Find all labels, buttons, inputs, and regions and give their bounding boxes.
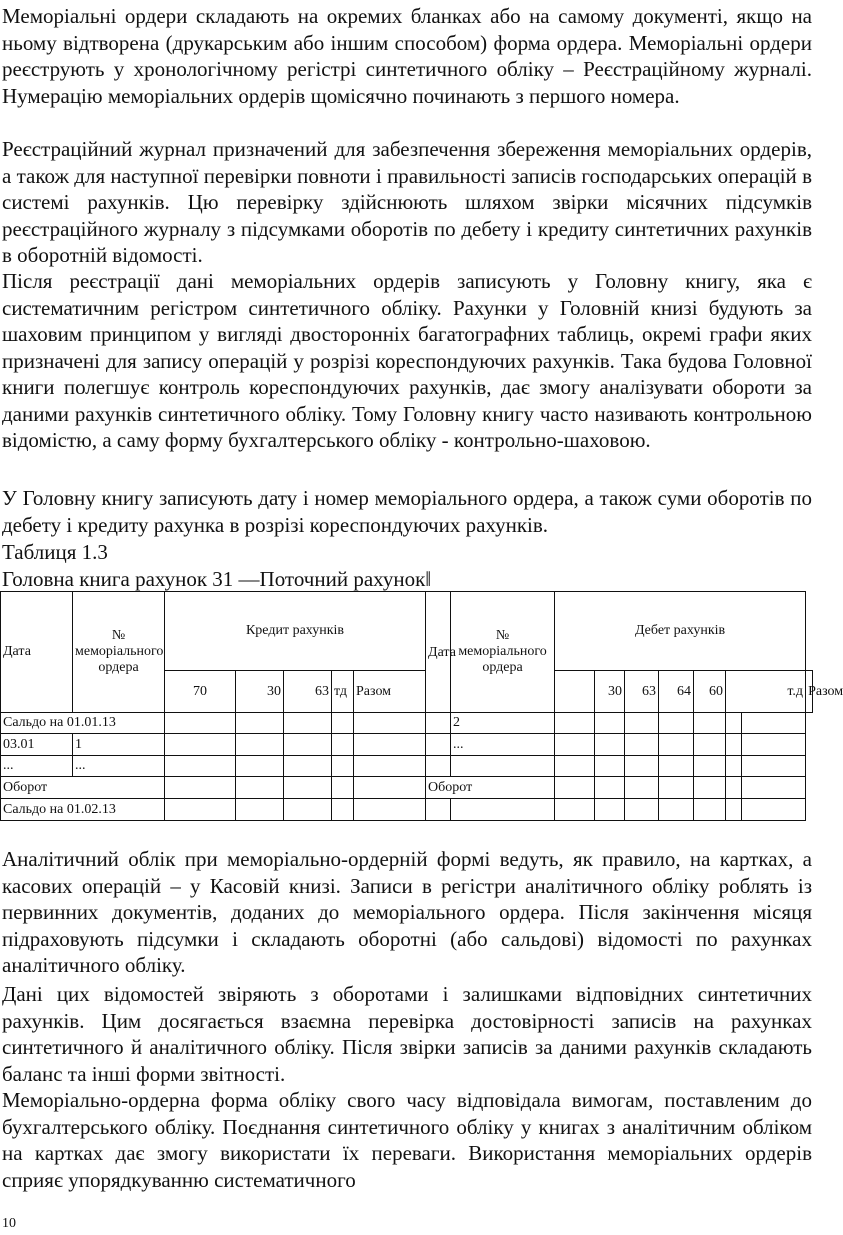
row-date: Сальдо на 01.02.13: [1, 799, 165, 821]
paragraph-verification: Дані цих відомостей звіряють з оборотами і залишками відповідних синтетичних рахунків. Цим досягається взаємна перевірка достовірності записів на рахунках синтетичного й аналітичного обліку. Після звірки записів за даними рахунків складають баланс та інші форми звітності.: [2, 982, 812, 1086]
header-date: Дата: [1, 592, 73, 713]
table-header-row: [1, 592, 813, 671]
header-credit-accounts: Кредит рахунків: [165, 592, 426, 671]
page-number: 10: [2, 1216, 16, 1231]
debit-account-60: 60: [694, 671, 726, 713]
paragraph-registration-journal: Реєстраційний журнал призначений для забезпечення збереження меморіальних ордерів, а також для наступної перевірки повноти і правильності записів господарських операцій в системі рахунків. Цю перевірку здійснюють шляхом звірки місячних підсумків реєстраційного журналу з підсумками оборотів по дебету і кредиту синтетичних рахунків в оборотній відомості.: [2, 137, 812, 267]
row-date: Сальдо на 01.01.13: [1, 713, 165, 734]
credit-account-30: 30: [236, 671, 284, 713]
table-title: Головна книга рахунок 31 ―Поточний рахунок‖: [2, 567, 432, 591]
debit-empty-cell: [555, 671, 595, 713]
paragraph-analytical-accounting: Аналітичний облік при меморіально-ордерній формі ведуть, як правило, на картках, а касових операцій – у Касовій книзі. Записи в регістри аналітичного обліку роблять із первинних документів, доданих до меморіального ордера. Після закінчення місяця підраховують підсумки і складають оборотні (або сальдові) відомості по рахунках аналітичного обліку.: [2, 847, 812, 977]
table-row: [1, 777, 813, 799]
row-turnover-2: Оборот: [426, 777, 555, 799]
paragraph-memorial-orders: Меморіальні ордери складають на окремих бланках або на самому документі, якщо на ньому відтворена (друкарським або іншим способом) форма ордера. Меморіальні ордери реєструють у хронологічному регістрі синтетичного обліку – Реєстраційному журналі. Нумерацію меморіальних ордерів щомісячно починають з першого номера.: [2, 4, 812, 108]
credit-account-70: 70: [165, 671, 236, 713]
table-label: Таблиця 1.3: [2, 540, 108, 564]
paragraph-general-ledger: Після реєстрації дані меморіальних ордерів записують у Головну книгу, яка є систематичним регістром синтетичного обліку. Рахунки у Головній книзі будують за шаховим принципом у вигляді двосторонніх багатографних таблиць, окремі графи яких призначені для запису операцій у розрізі кореспондуючих рахунків. Така будова Головної книги полегшує контроль кореспондуючих рахунків, дає змогу аналізувати обороти за даними рахунків синтетичного обліку. Тому Головну книгу часто називають контрольною відомістю, а саму форму бухгалтерського обліку - контрольно-шаховою.: [2, 269, 812, 452]
header-order-number: № меморіального ордера: [73, 592, 165, 713]
header-date-2: Дата: [426, 592, 451, 713]
debit-total: Разом: [806, 671, 813, 713]
credit-account-etc: тд: [332, 671, 354, 713]
header-order-number-2: № меморіального ордера: [451, 592, 555, 713]
debit-account-64: 64: [659, 671, 694, 713]
row-order: ...: [73, 756, 165, 777]
table-row: [1, 799, 813, 821]
debit-account-63: 63: [625, 671, 659, 713]
debit-account-30: 30: [595, 671, 625, 713]
row-turnover: Оборот: [1, 777, 165, 799]
paragraph-memorial-form: Меморіально-ордерна форма обліку свого часу відповідала вимогам, поставленим до бухгалтерського обліку. Поєднання синтетичного обліку у книгах з аналітичним обліком на картках дає змогу використати їх переваги. Використання меморіальних ордерів сприяє упорядкуванню систематичного: [2, 1088, 812, 1192]
header-debit-accounts: Дебет рахунків: [555, 592, 806, 671]
table-row: [1, 756, 813, 777]
debit-account-etc: т.д: [726, 671, 806, 713]
general-ledger-table: [0, 591, 843, 821]
row-order: 1: [73, 734, 165, 756]
credit-total: Разом: [354, 671, 426, 713]
paragraph-ledger-entries: У Головну книгу записують дату і номер меморіального ордера, а також суми оборотів по дебету і кредиту рахунка в розрізі кореспондуючих рахунків.: [2, 486, 812, 537]
table-row: [1, 713, 813, 734]
row-date: ...: [1, 756, 73, 777]
row-date: 03.01: [1, 734, 73, 756]
credit-account-63: 63: [284, 671, 332, 713]
table-row: [1, 734, 813, 756]
row-order-2: 2: [451, 713, 555, 734]
row-order-2: ...: [451, 734, 555, 756]
